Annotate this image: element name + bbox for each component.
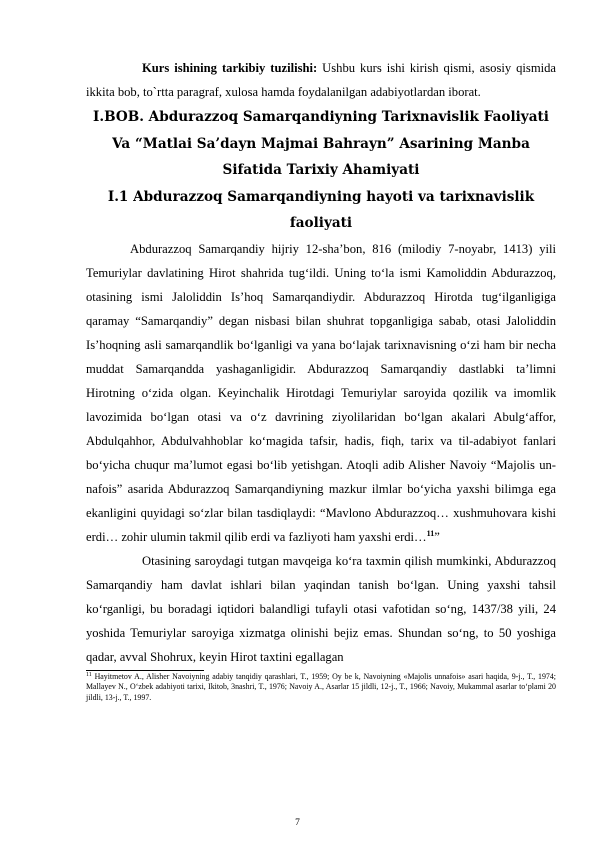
body-paragraph-1 [86, 237, 556, 549]
intro-text: Ushbu kurs ishi kirish qismi, asosiy qismida ikkita bob, to`rtta paragraf, xulosa hamda foydalanilgan adabiyotlardan iborat. [86, 61, 556, 99]
footnote-divider [86, 670, 204, 671]
document-page [86, 56, 556, 703]
paragraph-1-text: Abdurazzoq Samarqandiy hijriy 12-sha’bon, 816 (milodiy 7-noyabr, 1413) yili Temuriylar davlatining Hirot shahrida tug‘ildi. Uning to‘la ismi Kamoliddin Abdurazzoq, otasining ismi Jaloliddin Is’hoq Samarqandiydir. Abdurazzoq Hirotda tug‘ilganligiga qaramay “Samarqandiy” degan nisbasi bilan shuhrat topganligiga sabab, otasi Jaloliddin Is’hoqning asli samarqandlik bo‘lganligi va yana bo‘lajak tarixnavisning o‘zi ham bir necha muddat Samarqandda yashaganligidir. Abdurazzoq Samarqandiy dastlabki ta’limni Hirotning o‘zida olgan. Keyinchalik Hirotdagi Temuriylar saroyida qozilik va imomlik lavozimida bo‘lgan otasi va o‘z davrining ziyolilaridan bo‘lgan akalari Abulg‘affor, Abdulqahhor, Abdulvahhoblar ko‘magida tafsir, hadis, fiqh, tarix va til-adabiyot fanlari bo‘yicha chuqur ma’lumot egasi bo‘lib yetishgan. Atoqli adib Alisher Navoiy “Majolis un-nafois” asarida Abdurazzoq Samarqandiyning mazkur ilmlar bo‘yicha yaxshi bilimga ega ekanligini quyidagi so‘zlar bilan tasdiqlaydi: “Mavlono Abdurazzoq… xushmuhovara kishi erdi… zohir ulumin takmil qilib erdi va fazliyoti ham yaxshi erdi… [86, 241, 556, 544]
footnote-number: 11 [86, 671, 92, 678]
footnote [86, 672, 556, 704]
intro-paragraph [86, 56, 556, 104]
closing-quote: ” [434, 529, 440, 544]
body-paragraph-2: Otasining saroydagi tutgan mavqeiga ko‘ra taxmin qilish mumkinki, Abdurazzoq Samarqandiy ham davlat ishlari bilan yaqindan tanish bo‘lgan. Uning yaxshi tahsil ko‘rganligi, bu boradagi iqtidori balandligi tufayli otasi vafotidan so‘ng, 1437/38 yili, 24 yoshida Temuriylar saroyiga xizmatga olinishi bejiz emas. Shundan so‘ng, to 50 yoshiga qadar, avval Shohrux, keyin Hirot taxtini egallagan [86, 553, 556, 664]
footnote-ref[interactable]: 11 [426, 528, 435, 538]
footnote-text: Hayitmetov A., Alisher Navoiyning adabiy tanqidiy qarashlari, T., 1959; Oy be k, Navoiyning «Majolis unnafois» asari haqida, 9-j., T., 1974; Mallayev N., O‘zbek adabiyoti tarixi, Ikitob, 3nashri, T., 1976; Navoiy A., Asarlar 15 jildli, 12-j., T., 1966; Navoiy, Mukammal asarlar to‘plami 20 jildli, 13-j., T., 1997. [86, 671, 556, 702]
section-title: I.1 Abdurazzoq Samarqandiyning hayoti va tarixnavislik faoliyati [107, 188, 535, 231]
intro-label: Kurs ishining tarkibiy tuzilishi: [142, 61, 318, 75]
page-number: 7 [295, 818, 300, 828]
chapter-title: I.BOB. Abdurazzoq Samarqandiyning Tarixnavislik Faoliyati Va “Matlai Sa’dayn Majmai Bahrayn” Asarining Manba Sifatida Tarixiy Ahamiyati [93, 109, 549, 178]
